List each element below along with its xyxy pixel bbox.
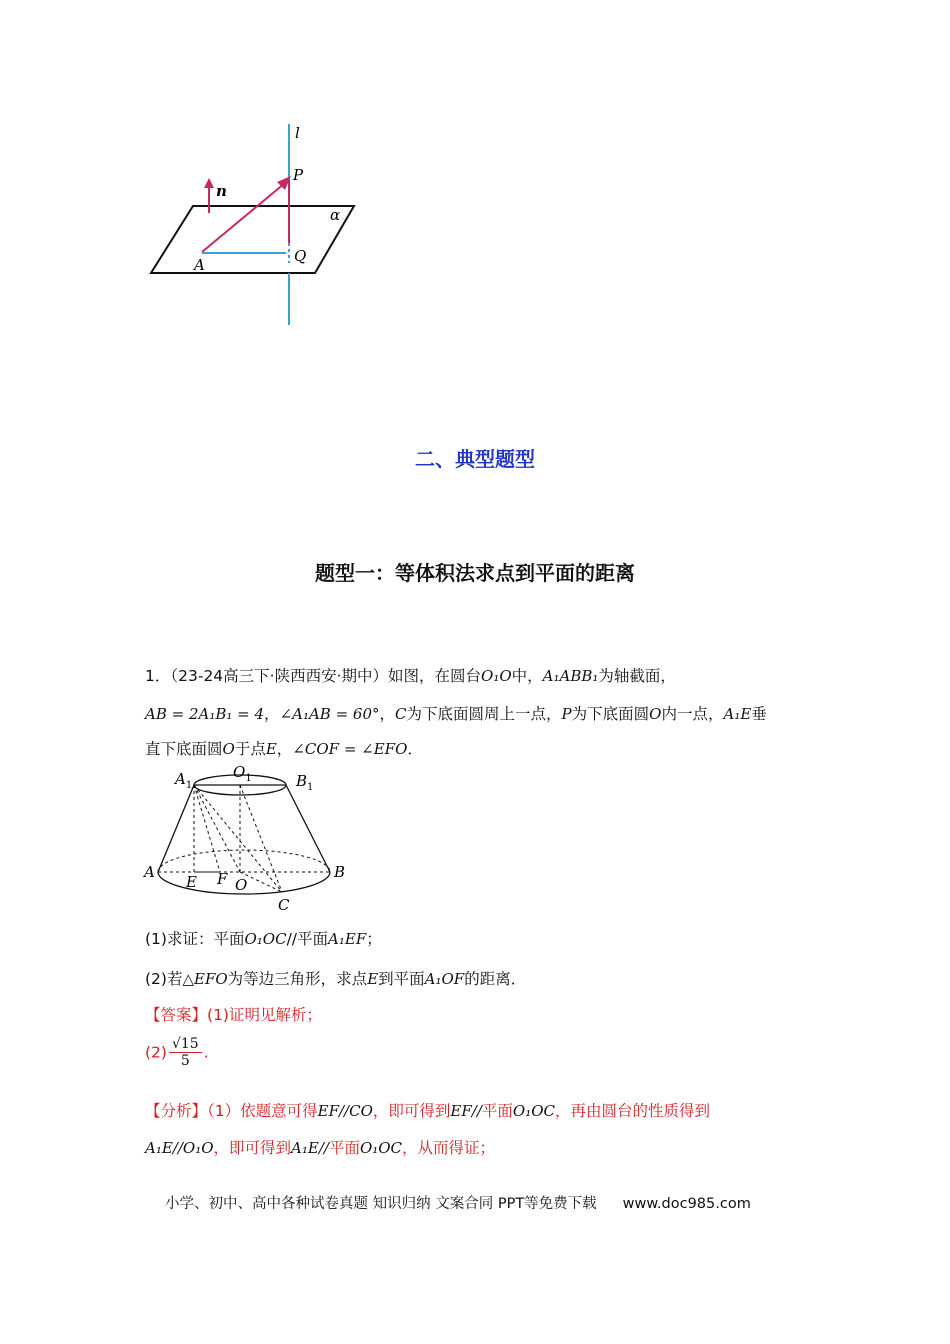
label-o1 [233,765,252,784]
label-b1-sub: 1 [307,782,314,793]
label-a: A [194,256,205,274]
fraction-numerator: √15 [169,1036,202,1053]
text: 中， [511,667,543,685]
text: (2)若 [145,970,183,988]
label-o1-main: O [233,765,246,781]
question-1 [145,927,382,949]
math: A₁E//O₁O [145,1139,214,1157]
label-b1-main: B [296,772,308,790]
analysis-tag: 【分析】 [145,1102,208,1120]
text: ． [407,740,423,758]
label-b1 [295,772,313,793]
answer-1: (1)证明见解析； [207,1006,322,1024]
text: 直下底面圆 [145,740,223,758]
text: 为轴截面， [598,667,676,685]
footer-url[interactable]: www.doc985.com [622,1196,751,1212]
label-alpha: α [330,206,341,224]
text: ，再由圆台的性质得到 [554,1102,710,1120]
question-2 [145,967,526,989]
math: ∠A₁AB = 60° [279,705,380,723]
text: ； [366,930,382,948]
label-e: E [186,873,197,891]
math: O₁OC [359,1139,403,1157]
answer-2-end: . [203,1043,209,1062]
text: 平面 [297,930,329,948]
text: 的距离． [464,970,527,988]
text: 为下底面圆周上一点， [406,705,562,723]
fraction-denominator: 5 [180,1053,190,1069]
analysis-line-1 [145,1099,710,1121]
text: 平面 [328,1139,360,1157]
figure-line-plane [140,118,380,333]
answer-tag: 【答案】 [145,1006,208,1024]
text: (1)求证：平面 [145,930,245,948]
label-c: C [278,896,290,914]
math: ∠COF = ∠EFO [292,740,408,758]
math: EF//CO [317,1102,373,1120]
label-a: A [144,863,155,881]
answer-2-prefix: (2) [145,1043,167,1062]
math: O₁OC [512,1102,555,1120]
math: O₁OC [244,930,287,948]
label-a1-sub: 1 [185,780,193,791]
label-a1 [173,770,192,791]
label-f: F [217,870,228,888]
text: （1）依题意可得 [207,1102,318,1120]
text: ， [276,740,293,758]
math: A₁E// [291,1139,329,1157]
text: 为等边三角形，求点 [227,970,368,988]
question-type-title: 题型一：等体积法求点到平面的距离 [315,561,635,585]
label-p: P [293,166,304,184]
problem-source: （23-24高三下·陕西西安·期中） [170,667,389,685]
math: O [222,740,235,758]
math: C [395,705,407,723]
math: O₁O [481,667,512,685]
text: ， [379,705,396,723]
text: // [286,930,298,948]
problem-line-1 [145,664,676,686]
text: 为下底面圆 [571,705,650,723]
text: 如图，在圆台 [388,667,482,685]
bottom-base-back [158,850,330,872]
answer-line-1 [145,1003,322,1025]
problem-line-2 [145,702,767,724]
label-o: O [235,876,248,894]
problem-line-3 [145,737,423,759]
math: AB = 2A₁B₁ = 4 [145,705,265,723]
text: ， [264,705,280,723]
label-l: l [295,124,300,142]
page-footer [165,1192,751,1213]
analysis-line-2 [145,1136,495,1158]
text: 于点 [234,740,266,758]
math: EF// [450,1102,482,1120]
segment-a1-o [194,785,240,872]
segment-a1-f [194,785,220,872]
label-b: B [334,863,346,881]
figure-frustum [140,765,355,915]
problem-number: 1． [145,667,171,685]
arrowhead-n [204,178,214,188]
answer-line-2 [145,1036,209,1069]
plane-alpha [151,206,354,273]
vector-ap [202,183,285,252]
math: A₁OF [424,970,465,988]
math: A₁ABB₁ [542,667,599,685]
math: O [649,705,662,723]
label-a1-main: A [175,770,186,788]
footer-text: 小学、初中、高中各种试卷真题 知识归纳 文案合同 PPT等免费下载 [165,1196,597,1212]
math: A₁E [723,705,752,723]
section-title: 二、典型题型 [415,447,535,471]
text: 内一点， [661,705,724,723]
label-n: n [216,182,227,200]
side-a-a1 [158,785,194,872]
math: P [561,705,572,723]
text: 平面 [481,1102,513,1120]
text: ，即可得到 [213,1139,292,1157]
text: 到平面 [378,970,425,988]
math: A₁EF [328,930,367,948]
text: ，即可得到 [372,1102,451,1120]
label-q: Q [294,247,307,265]
math: △EFO [182,970,228,988]
side-b-b1 [286,785,330,872]
text: ，从而得证； [402,1139,496,1157]
text: 垂 [751,705,767,723]
label-o1-sub: 1 [245,773,252,784]
math: E [367,970,379,988]
math: E [265,740,277,758]
answer-2-fraction [169,1036,202,1069]
